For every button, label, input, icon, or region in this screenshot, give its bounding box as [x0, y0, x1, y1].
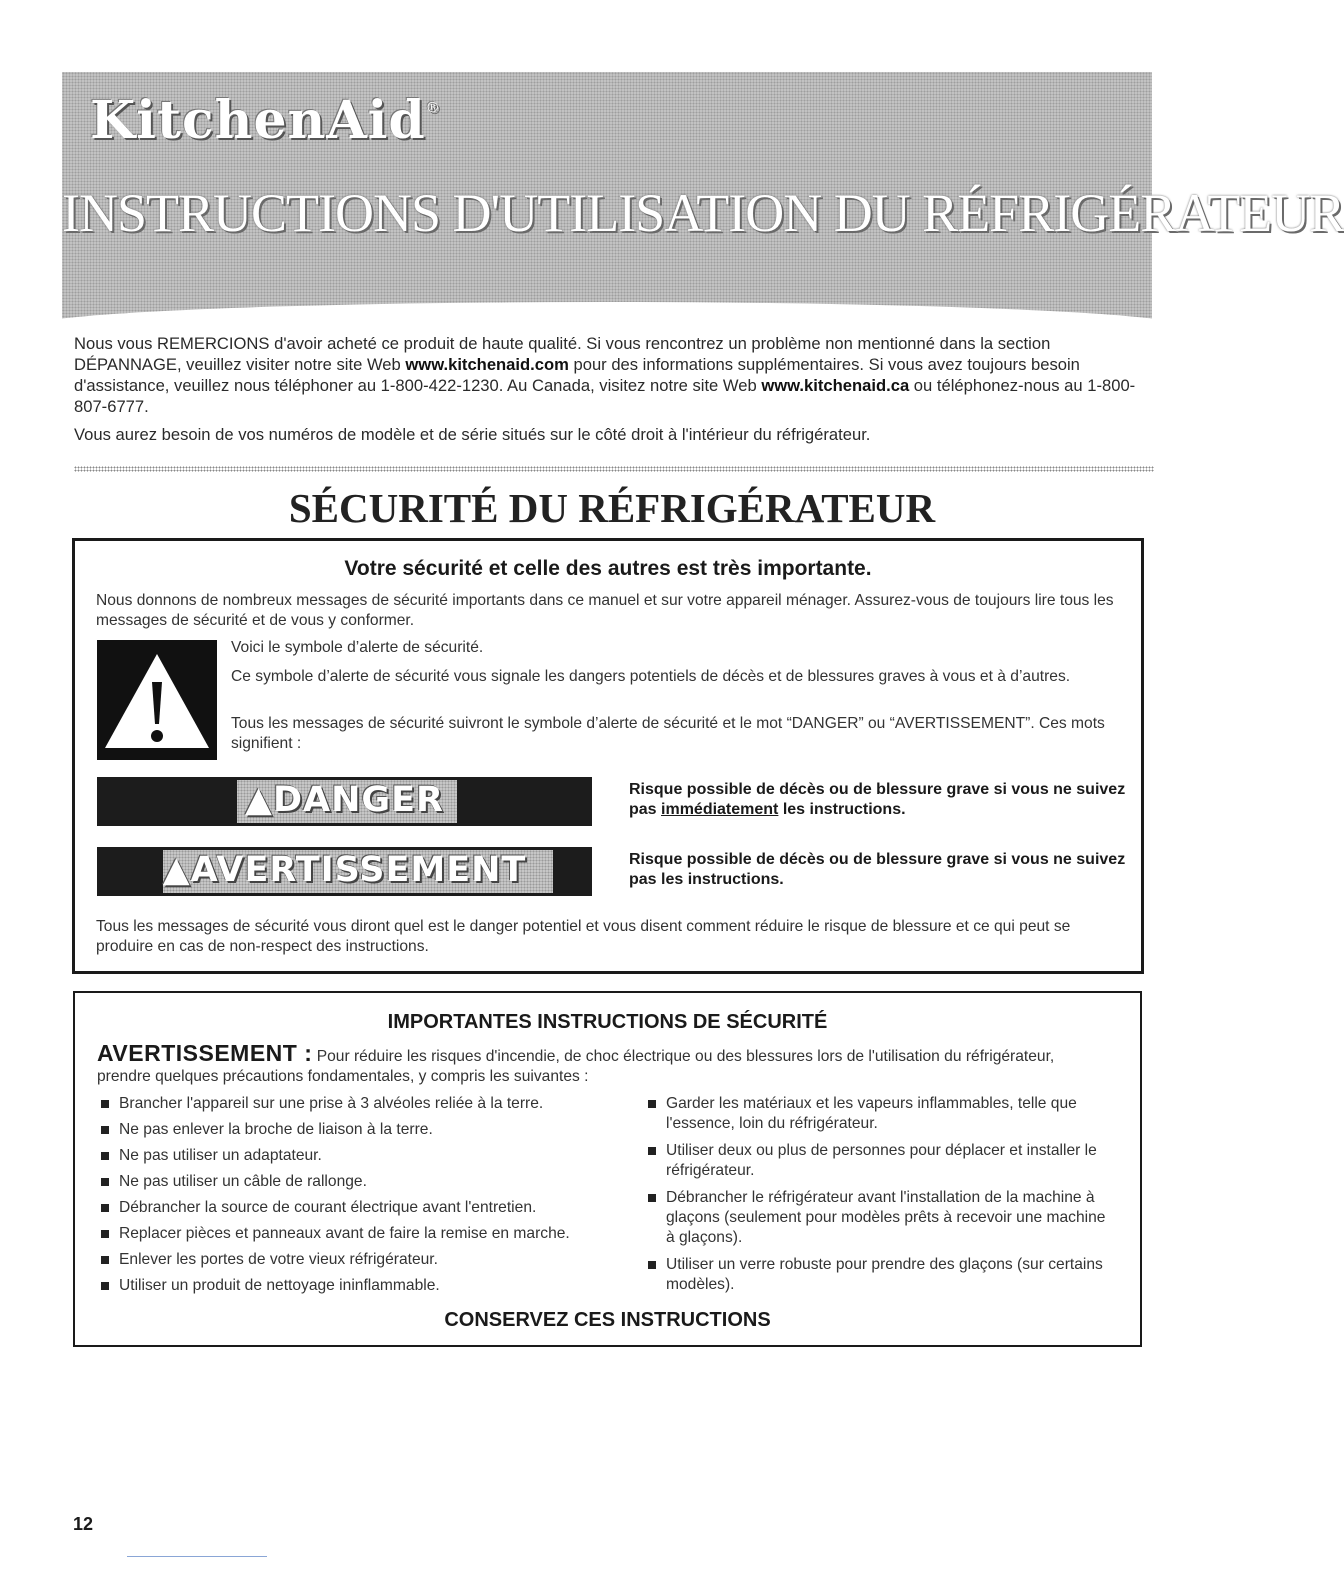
warning-label: AVERTISSEMENT :	[97, 1040, 313, 1066]
list-item: Garder les matériaux et les vapeurs inflammables, telle que l'essence, loin du réfrigérateur.	[648, 1094, 1113, 1134]
danger-signal-label: ▲DANGER	[97, 777, 592, 826]
website-link-ca[interactable]: www.kitchenaid.ca	[761, 376, 910, 395]
list-item: Ne pas enlever la broche de liaison à la terre.	[101, 1120, 646, 1140]
list-item: Utiliser un produit de nettoyage ininflammable.	[101, 1276, 646, 1296]
list-item: Replacer pièces et panneaux avant de faire la remise en marche.	[101, 1224, 646, 1244]
section-title: SÉCURITÉ DU RÉFRIGÉRATEUR	[288, 485, 936, 531]
intro-paragraph-1: Nous vous REMERCIONS d'avoir acheté ce produit de haute qualité. Si vous rencontrez un problème non mentionné dans la section DÉPANNAGE, veuillez visiter notre site Web www.kitchenaid.com pour des informations supplémentaires. Si vous avez toujours besoin d'assistance, veuillez nous téléphoner au 1-800-422-1230. Au Canada, visitez notre site Web www.kitchenaid.ca ou téléphonez-nous au 1-800-807-6777.	[74, 334, 1136, 416]
instructions-heading: IMPORTANTES INSTRUCTIONS DE SÉCURITÉ	[387, 1011, 828, 1033]
list-item: Ne pas utiliser un câble de rallonge.	[101, 1172, 646, 1192]
instructions-footer: CONSERVEZ CES INSTRUCTIONS	[444, 1309, 771, 1331]
symbol-description-2: Ce symbole d’alerte de sécurité vous signale les dangers potentiels de décès et de blessures graves à vous et à d’autres.	[231, 668, 1071, 685]
instructions-box	[73, 991, 1142, 1347]
danger-description: Risque possible de décès ou de blessure grave si vous ne suivez pas immédiatement les instructions.	[629, 781, 1126, 818]
safety-heading: Votre sécurité et celle des autres est très importante.	[344, 557, 872, 580]
warning-triangle-icon: ▲	[245, 780, 273, 820]
safety-box	[72, 538, 1144, 974]
list-item: Débrancher la source de courant électrique avant l'entretien.	[101, 1198, 646, 1218]
list-item: Enlever les portes de votre vieux réfrigérateur.	[101, 1250, 646, 1270]
safety-intro: Nous donnons de nombreux messages de sécurité importants dans ce manuel et sur votre appareil ménager. Assurez-vous de toujours lire tous les messages de sécurité et de vous y conformer.	[96, 592, 1114, 629]
page-number: 12	[73, 1514, 94, 1534]
footnote-rule	[127, 1556, 267, 1557]
intro-paragraph-2: Vous aurez besoin de vos numéros de modèle et de série situés sur le côté droit à l'intérieur du réfrigérateur.	[74, 425, 871, 444]
brand-logo: KitchenAid®	[90, 90, 441, 151]
dotted-divider	[74, 466, 1154, 472]
instructions-warning: AVERTISSEMENT : Pour réduire les risques d'incendie, de choc électrique ou des blessures lors de l'utilisation du réfrigérateur, prendre quelques précautions fondamentales, y compris les suivantes :	[97, 1040, 1055, 1085]
safety-alert-icon	[97, 640, 217, 760]
intro-text	[74, 333, 1150, 452]
list-item: Brancher l'appareil sur une prise à 3 alvéoles reliée à la terre.	[101, 1094, 646, 1114]
list-item: Débrancher le réfrigérateur avant l'installation de la machine à glaçons (seulement pour modèles prêts à recevoir une machine à glaçons).	[648, 1188, 1113, 1248]
instructions-right-list	[648, 1094, 1113, 1302]
website-link-us[interactable]: www.kitchenaid.com	[405, 355, 569, 374]
warning-triangle-icon: ▲	[162, 850, 191, 890]
safety-footer: Tous les messages de sécurité vous diront quel est le danger potentiel et vous disent comment réduire le risque de blessure et ce qui peut se produire en cas de non-respect des instructions.	[96, 918, 1071, 955]
symbol-description-3: Tous les messages de sécurité suivront le symbole d’alerte de sécurité et le mot “DANGER” ou “AVERTISSEMENT”. Ces mots signifient :	[231, 715, 1105, 752]
symbol-description-1: Voici le symbole d’alerte de sécurité.	[231, 639, 484, 656]
list-item: Utiliser un verre robuste pour prendre des glaçons (sur certains modèles).	[648, 1255, 1113, 1295]
list-item: Utiliser deux ou plus de personnes pour déplacer et installer le réfrigérateur.	[648, 1141, 1113, 1181]
warning-description: Risque possible de décès ou de blessure grave si vous ne suivez pas les instructions.	[629, 851, 1126, 888]
instructions-left-list	[101, 1094, 646, 1302]
document-title: INSTRUCTIONS D'UTILISATION DU RÉFRIGÉRATEUR	[62, 183, 1344, 243]
warning-signal-label: ▲AVERTISSEMENT	[97, 847, 592, 896]
list-item: Ne pas utiliser un adaptateur.	[101, 1146, 646, 1166]
header-banner	[62, 72, 1344, 326]
